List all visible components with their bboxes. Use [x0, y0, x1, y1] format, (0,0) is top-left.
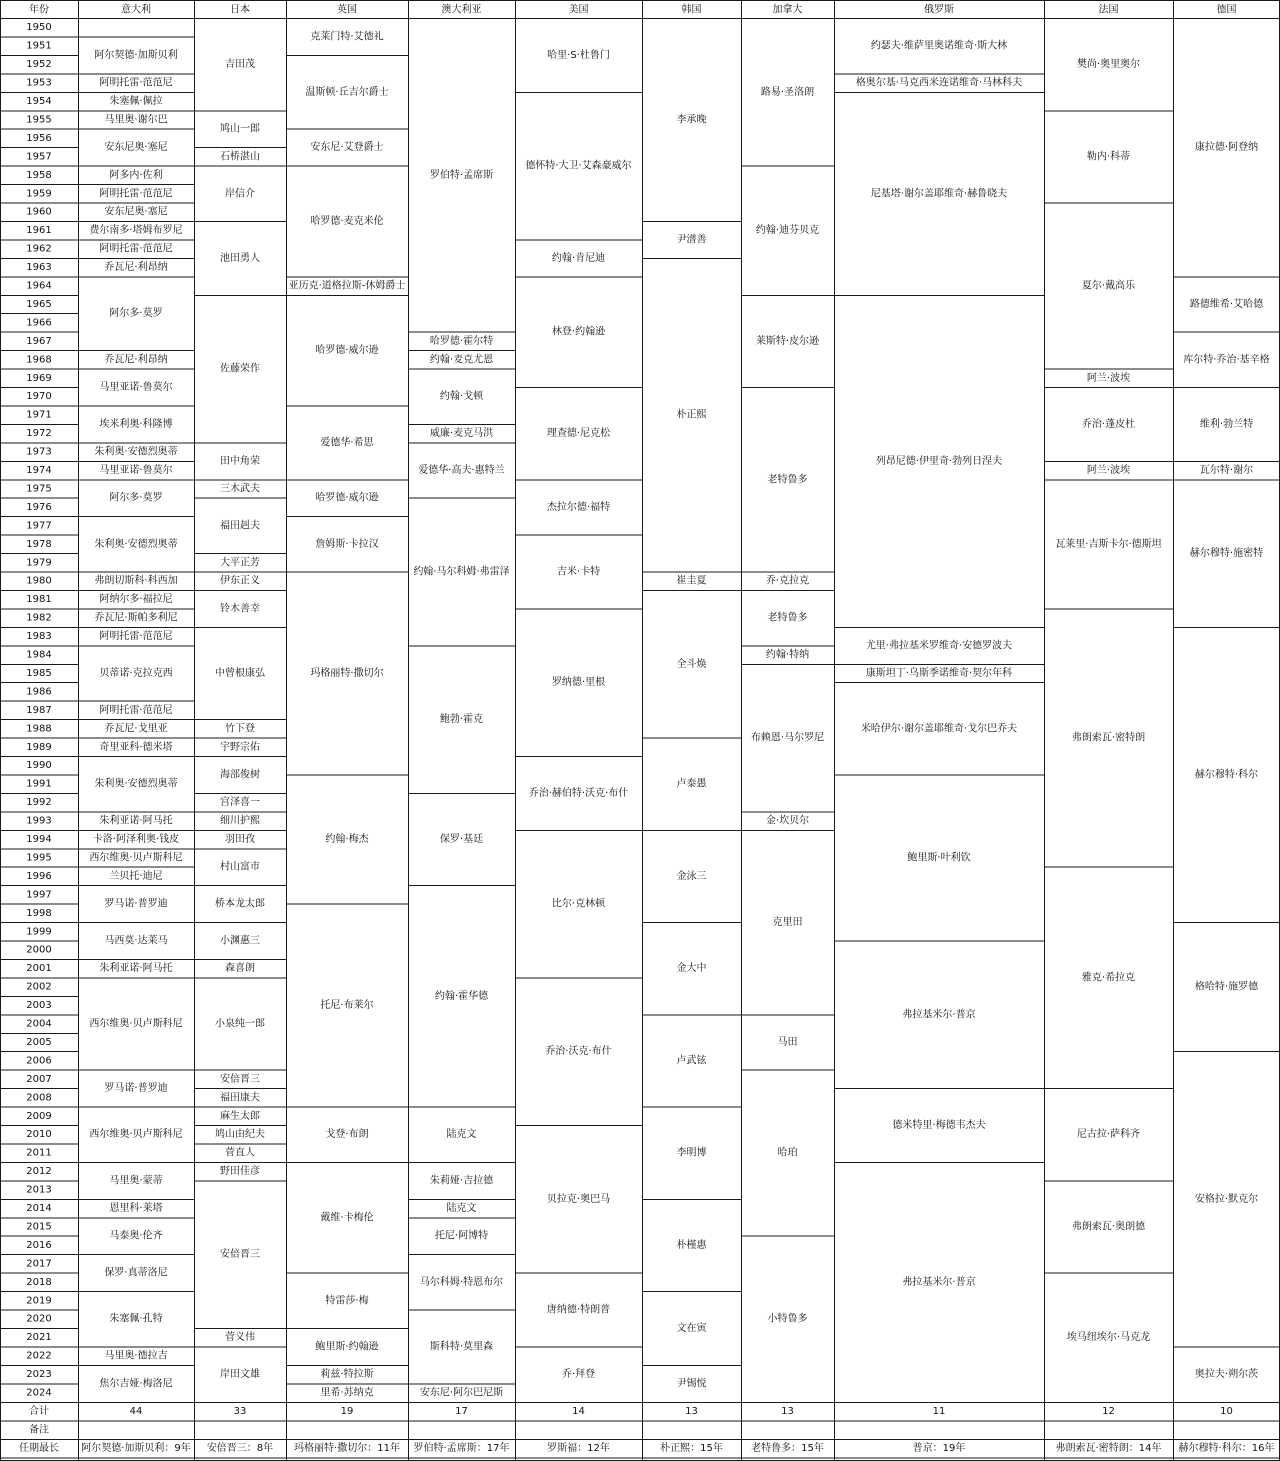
year-cell: 2000	[26, 944, 52, 956]
leader-term-cell: 弗朗索瓦·奥朗德	[1071, 1221, 1146, 1233]
leader-term-cell: 哈罗德·麦克米伦	[310, 215, 384, 227]
leader-term-cell: 阿尔多·莫罗	[109, 308, 163, 320]
leader-term-cell: 罗马诺·普罗迪	[104, 898, 168, 910]
year-cell: 1973	[26, 446, 52, 458]
leader-term-cell: 安东尼·阿尔巴尼斯	[419, 1387, 504, 1399]
year-cell: 1972	[26, 428, 52, 440]
year-cell: 2005	[26, 1036, 52, 1048]
leader-term-cell: 夏尔·戴高乐	[1081, 280, 1136, 292]
column-header: 俄罗斯	[924, 4, 954, 16]
year-cell: 2003	[26, 1000, 52, 1012]
leader-term-cell: 弗拉基米尔·普京	[902, 1276, 976, 1288]
leader-term-cell: 马田	[777, 1036, 798, 1048]
year-cell: 1964	[26, 280, 52, 292]
year-cell: 1950	[26, 22, 52, 34]
leader-term-cell: 麻生太郎	[220, 1110, 260, 1122]
year-cell: 1951	[26, 40, 52, 52]
leader-term-cell: 马里亚诺·鲁莫尔	[99, 465, 173, 477]
leader-term-cell: 哈珀	[777, 1147, 798, 1159]
leader-term-cell: 约翰·肯尼迪	[551, 252, 606, 264]
leader-term-cell: 安倍晋三	[220, 1073, 260, 1085]
longest-term-row-cell: 安倍晋三：8年	[206, 1443, 274, 1454]
leader-term-cell: 马西莫·达莱马	[104, 935, 168, 947]
longest-term-row-cell: 罗伯特·孟席斯：17年	[413, 1443, 510, 1454]
leader-term-cell: 细川护熙	[220, 815, 260, 827]
leader-term-cell: 格奥尔基·马克西米连诺维奇·马林科夫	[855, 77, 1023, 89]
year-cell: 1969	[26, 372, 52, 384]
year-cell: 1992	[26, 797, 52, 809]
leader-term-cell: 菅直人	[225, 1147, 255, 1159]
leader-term-cell: 卢武铉	[676, 1055, 707, 1067]
year-cell: 1963	[26, 262, 52, 274]
leader-term-cell: 安东尼奥·塞尼	[104, 142, 168, 154]
leader-term-cell: 赫尔穆特·施密特	[1189, 548, 1264, 560]
column-header: 澳大利亚	[441, 4, 482, 16]
totals-row-cell: 11	[932, 1406, 946, 1417]
leader-term-cell: 爱德华·高夫·惠特兰	[418, 465, 505, 477]
leader-term-cell: 约瑟夫·维萨里奥诺维奇·斯大林	[870, 40, 1008, 52]
leader-term-cell: 约翰·特纳	[765, 649, 810, 661]
leader-term-cell: 斯科特·莫里森	[429, 1341, 494, 1353]
leader-term-cell: 乔治·蓬皮杜	[1081, 418, 1136, 430]
totals-row-cell: 44	[129, 1406, 143, 1417]
leader-term-cell: 勒内·科蒂	[1086, 151, 1131, 163]
leader-term-cell: 路德维希·艾哈德	[1189, 298, 1264, 310]
year-cell: 1960	[26, 206, 52, 218]
leader-term-cell: 阿尔多·莫罗	[109, 492, 163, 504]
leader-term-cell: 安东尼奥·塞尼	[104, 206, 168, 218]
year-cell: 1995	[26, 852, 52, 864]
leader-term-cell: 维利·勃兰特	[1199, 418, 1254, 430]
leader-term-cell: 玛格丽特·撒切尔	[310, 667, 384, 679]
year-cell: 2015	[26, 1221, 52, 1233]
year-cell: 1961	[26, 225, 52, 237]
leader-term-cell: 康拉德·阿登纳	[1194, 142, 1259, 154]
leader-term-cell: 老特鲁多	[767, 612, 808, 624]
totals-row-cell: 12	[1102, 1406, 1115, 1417]
longest-term-row-cell: 弗朗索瓦·密特朗：14年	[1055, 1443, 1162, 1454]
leader-term-cell: 阿明托雷·范范尼	[99, 77, 173, 89]
leader-term-cell: 兰贝托·迪尼	[109, 870, 163, 882]
column-header: 德国	[1216, 4, 1237, 16]
leader-term-cell: 阿明托雷·范范尼	[99, 188, 173, 200]
year-cell: 1968	[26, 354, 52, 366]
year-cell: 2002	[26, 981, 52, 993]
totals-row-cell: 13	[685, 1406, 698, 1417]
leader-term-cell: 马里奥·德拉吉	[104, 1350, 168, 1362]
leader-term-cell: 岸信介	[225, 188, 255, 200]
leader-term-cell: 约翰·马尔科姆·弗雷泽	[413, 566, 510, 578]
year-cell: 1975	[26, 483, 52, 495]
leader-term-cell: 库尔特·乔治·基辛格	[1183, 354, 1270, 366]
leader-term-cell: 朱利奥·安德烈奥蒂	[94, 538, 178, 550]
leader-term-cell: 尼基塔·谢尔盖耶维奇·赫鲁晓夫	[870, 188, 1008, 200]
leader-term-cell: 朱利亚诺·阿马托	[99, 963, 173, 975]
column-header: 韩国	[681, 4, 702, 16]
year-cell: 1982	[26, 612, 52, 624]
year-cell: 2014	[26, 1203, 52, 1215]
leader-term-cell: 林登·约翰逊	[551, 326, 606, 338]
year-cell: 1985	[26, 667, 52, 679]
longest-term-row-cell: 玛格丽特·撒切尔：11年	[294, 1443, 400, 1454]
leader-term-cell: 格哈特·施罗德	[1194, 981, 1259, 993]
leader-term-cell: 詹姆斯·卡拉汉	[315, 538, 379, 550]
leader-term-cell: 莱斯特·皮尔逊	[755, 335, 820, 347]
year-cell: 1954	[26, 96, 52, 108]
leader-term-cell: 小泉纯一郎	[215, 1018, 265, 1030]
leader-term-cell: 比尔·克林顿	[551, 898, 606, 910]
leader-term-cell: 羽田孜	[225, 834, 255, 846]
leader-term-cell: 埃米利奥·科隆博	[99, 418, 173, 430]
column-header: 年份	[29, 4, 49, 16]
totals-row-cell: 19	[340, 1406, 354, 1417]
leader-term-cell: 铃木善幸	[220, 603, 260, 615]
year-cell: 1990	[26, 760, 52, 772]
leader-term-cell: 村山富市	[220, 861, 260, 873]
year-cell: 1965	[26, 298, 52, 310]
year-cell: 1962	[26, 243, 52, 255]
column-header: 美国	[568, 4, 589, 16]
leader-term-cell: 尼古拉·萨科齐	[1076, 1129, 1141, 1141]
leader-term-cell: 伊东正义	[220, 575, 260, 587]
year-cell: 1989	[26, 741, 52, 753]
leader-term-cell: 全斗焕	[676, 658, 707, 670]
leader-term-cell: 朴正熙	[676, 409, 707, 421]
year-cell: 1976	[26, 501, 52, 513]
leader-term-cell: 西尔维奥·贝卢斯科尼	[89, 852, 183, 864]
year-cell: 2010	[26, 1129, 52, 1141]
leader-term-cell: 贝蒂诺·克拉克西	[99, 667, 173, 679]
year-cell: 2022	[26, 1350, 52, 1362]
leader-term-cell: 埃马纽埃尔·马克龙	[1066, 1332, 1151, 1344]
year-cell: 2011	[26, 1147, 52, 1159]
leader-term-cell: 森喜朗	[225, 963, 255, 975]
leader-term-cell: 康斯坦丁·乌斯季诺维奇·契尔年科	[865, 667, 1013, 679]
leader-term-cell: 克里田	[772, 917, 803, 929]
leader-term-cell: 菅义伟	[225, 1332, 255, 1344]
year-cell: 1998	[26, 907, 52, 919]
longest-term-row-cell: 普京：19年	[912, 1443, 966, 1454]
leader-term-cell: 托尼·布莱尔	[320, 1000, 374, 1012]
leader-term-cell: 瓦尔特·谢尔	[1199, 465, 1254, 477]
leader-term-cell: 温斯顿·丘吉尔爵士	[305, 86, 389, 98]
leader-term-cell: 马里奥·谢尔巴	[104, 114, 168, 126]
leader-term-cell: 乔瓦尼·利昂纳	[104, 354, 168, 366]
leader-term-cell: 马里亚诺·鲁莫尔	[99, 382, 173, 393]
year-cell: 1984	[26, 649, 52, 661]
leader-term-cell: 竹下登	[225, 723, 255, 735]
leader-term-cell: 池田勇人	[220, 252, 260, 264]
leader-term-cell: 小渊惠三	[220, 935, 260, 947]
longest-term-row-label: 任期最长	[19, 1443, 59, 1454]
leader-term-cell: 阿纳尔多·福拉尼	[99, 594, 173, 606]
leader-term-cell: 赫尔穆特·科尔	[1194, 769, 1259, 781]
leader-term-cell: 阿明托雷·范范尼	[99, 704, 173, 716]
column-header: 加拿大	[772, 4, 803, 16]
year-cell: 1978	[26, 538, 52, 550]
leader-term-cell: 费尔南多·塔姆布罗尼	[89, 225, 183, 237]
leader-term-cell: 陆克文	[446, 1129, 477, 1141]
year-cell: 1966	[26, 317, 52, 329]
year-cell: 1953	[26, 77, 52, 89]
leader-term-cell: 杰拉尔德·福特	[546, 501, 611, 513]
leader-term-cell: 奇里亚科·德米塔	[99, 741, 173, 753]
year-cell: 2013	[26, 1184, 52, 1196]
leader-term-cell: 里希·苏纳克	[320, 1387, 374, 1399]
leader-term-cell: 米哈伊尔·谢尔盖耶维奇·戈尔巴乔夫	[860, 723, 1018, 735]
leader-term-cell: 罗马诺·普罗迪	[104, 1083, 168, 1095]
leader-term-cell: 乔·克拉克	[765, 575, 810, 587]
column-header: 意大利	[121, 4, 151, 16]
leader-term-cell: 理查德·尼克松	[546, 428, 611, 440]
leader-term-cell: 石桥湛山	[220, 151, 260, 163]
leader-term-cell: 约翰·迪芬贝克	[755, 225, 820, 237]
leader-term-cell: 哈罗德·威尔逊	[315, 492, 379, 504]
leader-term-cell: 田中角荣	[220, 455, 260, 467]
year-cell: 1983	[26, 631, 52, 643]
leader-term-cell: 德怀特·大卫·艾森豪威尔	[525, 160, 632, 172]
leader-term-cell: 李承晚	[676, 114, 707, 126]
leader-term-cell: 吉田茂	[225, 59, 255, 71]
leader-term-cell: 约翰·戈顿	[439, 391, 484, 403]
leader-term-cell: 戴维·卡梅伦	[320, 1212, 374, 1224]
leader-term-cell: 乔瓦尼·斯帕多利尼	[94, 612, 178, 624]
year-cell: 1970	[26, 391, 52, 403]
leader-term-cell: 朱塞佩·佩拉	[109, 96, 163, 108]
leader-term-cell: 乔治·赫伯特·沃克·布什	[528, 787, 629, 799]
leader-term-cell: 安东尼·艾登爵士	[310, 142, 384, 154]
leader-term-cell: 大平正芳	[220, 557, 260, 569]
leader-term-cell: 阿尔契德·加斯贝利	[94, 49, 178, 61]
leader-term-cell: 鸠山一郎	[220, 123, 260, 135]
leader-term-cell: 李明博	[676, 1147, 707, 1159]
year-cell: 1981	[26, 594, 52, 606]
year-cell: 2012	[26, 1166, 52, 1178]
leader-term-cell: 卡洛·阿泽利奥·钱皮	[92, 834, 180, 846]
leader-term-cell: 金泳三	[676, 870, 707, 882]
leader-term-cell: 哈里·S·杜鲁门	[547, 49, 610, 61]
leader-term-cell: 野田佳彦	[220, 1166, 260, 1178]
leader-term-cell: 鸠山由纪夫	[215, 1129, 265, 1141]
column-header: 英国	[337, 4, 357, 16]
leader-term-cell: 路易·圣洛朗	[760, 86, 815, 98]
leader-term-cell: 阿明托雷·范范尼	[99, 243, 173, 255]
leader-term-cell: 朱利亚诺·阿马托	[99, 815, 173, 827]
column-header: 法国	[1098, 4, 1119, 16]
longest-term-row-cell: 罗斯福：12年	[547, 1443, 610, 1454]
year-cell: 1999	[26, 926, 52, 938]
leader-term-cell: 贝拉克·奥巴马	[546, 1193, 611, 1205]
leader-term-cell: 保罗·真蒂洛尼	[104, 1267, 168, 1279]
leader-term-cell: 瓦莱里·吉斯卡尔·德斯坦	[1055, 538, 1162, 550]
leader-term-cell: 弗拉基米尔·普京	[902, 1009, 976, 1021]
year-cell: 2019	[26, 1295, 52, 1307]
year-cell: 1991	[26, 778, 52, 790]
year-cell: 1997	[26, 889, 52, 901]
leader-term-cell: 尹锡悦	[676, 1378, 707, 1390]
year-cell: 1957	[26, 151, 52, 163]
year-cell: 1986	[26, 686, 52, 698]
leader-term-cell: 桥本龙太郎	[215, 898, 265, 910]
year-cell: 2001	[26, 963, 52, 975]
leader-term-cell: 陆克文	[446, 1203, 477, 1215]
leader-term-cell: 马尔科姆·特恩布尔	[419, 1276, 504, 1288]
leader-term-cell: 布赖恩·马尔罗尼	[750, 732, 825, 744]
leader-term-cell: 文在寅	[676, 1322, 707, 1334]
leader-term-cell: 中曾根康弘	[215, 667, 265, 679]
longest-term-row-cell: 老特鲁多：15年	[751, 1443, 824, 1454]
year-cell: 2018	[26, 1276, 52, 1288]
year-cell: 2009	[26, 1110, 52, 1122]
year-cell: 2004	[26, 1018, 52, 1030]
totals-row-label: 合计	[29, 1406, 49, 1417]
year-cell: 1955	[26, 114, 52, 126]
year-cell: 1988	[26, 723, 52, 735]
totals-row-cell: 33	[233, 1406, 247, 1417]
totals-row-cell: 10	[1220, 1406, 1233, 1417]
leader-term-cell: 三木武夫	[220, 483, 260, 495]
leader-term-cell: 金大中	[676, 963, 707, 975]
year-cell: 1958	[26, 169, 52, 181]
leader-term-cell: 托尼·阿博特	[434, 1230, 489, 1242]
leader-term-cell: 樊尚·奥里奥尔	[1076, 59, 1141, 71]
year-cell: 1977	[26, 520, 52, 532]
leader-term-cell: 崔圭夏	[676, 575, 707, 587]
year-cell: 2021	[26, 1332, 52, 1344]
year-cell: 1971	[26, 409, 52, 421]
leader-term-cell: 爱德华·希思	[320, 437, 374, 449]
year-cell: 2016	[26, 1239, 52, 1251]
leader-term-cell: 约翰·霍华德	[434, 990, 489, 1002]
year-cell: 1980	[26, 575, 52, 587]
leader-term-cell: 列昂尼德·伊里奇·勃列日涅夫	[875, 455, 1003, 467]
leader-term-cell: 奥拉夫·朔尔茨	[1194, 1369, 1259, 1381]
leader-term-cell: 岸田文雄	[220, 1369, 260, 1381]
leader-term-cell: 弗朗索瓦·密特朗	[1071, 732, 1146, 744]
leader-term-cell: 阿兰·波埃	[1086, 372, 1131, 384]
year-cell: 2020	[26, 1313, 52, 1325]
leader-term-cell: 阿多内·佐利	[109, 169, 163, 181]
leader-term-cell: 鲍里斯·约翰逊	[315, 1341, 379, 1353]
leader-term-cell: 尤里·弗拉基米罗维奇·安德罗波夫	[865, 640, 1013, 652]
leader-term-cell: 朱利奥·安德烈奥蒂	[94, 778, 178, 790]
leader-term-cell: 乔瓦尼·戈里亚	[104, 723, 168, 735]
leader-term-cell: 朴槿惠	[676, 1239, 707, 1251]
year-cell: 1994	[26, 834, 52, 846]
year-cell: 2024	[26, 1387, 52, 1399]
leader-term-cell: 乔治·沃克·布什	[545, 1046, 612, 1058]
leader-term-cell: 鲍里斯·叶利钦	[907, 852, 971, 864]
leader-term-cell: 保罗·基廷	[439, 834, 484, 846]
year-cell: 1987	[26, 704, 52, 716]
leader-term-cell: 莉兹·特拉斯	[320, 1369, 374, 1381]
leader-term-cell: 阿兰·波埃	[1086, 465, 1131, 477]
leader-term-cell: 哈罗德·霍尔特	[429, 335, 494, 347]
totals-row-cell: 14	[572, 1406, 585, 1417]
leader-term-cell: 克莱门特·艾德礼	[310, 31, 384, 43]
leader-term-cell: 宇野宗佑	[220, 741, 260, 753]
leader-term-cell: 罗伯特·孟席斯	[429, 169, 494, 181]
remarks-row-label: 备注	[29, 1424, 49, 1436]
column-header: 日本	[230, 4, 250, 16]
leader-term-cell: 西尔维奥·贝卢斯科尼	[89, 1018, 183, 1030]
leader-term-cell: 朱莉娅·吉拉德	[429, 1175, 494, 1187]
year-cell: 2007	[26, 1073, 52, 1085]
year-cell: 1967	[26, 335, 52, 347]
leader-term-cell: 恩里科·莱塔	[109, 1203, 163, 1215]
longest-term-row-cell: 阿尔契德·加斯贝利：9年	[81, 1443, 191, 1454]
leader-term-cell: 亚历克·道格拉斯-休姆爵士	[288, 280, 406, 292]
leader-term-cell: 罗纳德·里根	[551, 677, 606, 689]
year-cell: 1993	[26, 815, 52, 827]
leader-term-cell: 佐藤荣作	[220, 363, 260, 375]
longest-term-row-cell: 赫尔穆特·科尔：16年	[1178, 1443, 1275, 1454]
year-cell: 2008	[26, 1092, 52, 1104]
leader-term-cell: 约翰·麦克尤恩	[429, 354, 494, 366]
year-cell: 1952	[26, 59, 52, 71]
leader-term-cell: 约翰·梅杰	[325, 834, 369, 846]
year-cell: 1956	[26, 132, 52, 144]
leader-term-cell: 德米特里·梅德韦杰夫	[892, 1120, 986, 1131]
leader-term-cell: 安倍晋三	[220, 1249, 260, 1261]
leader-term-cell: 乔·拜登	[561, 1369, 596, 1381]
leader-term-cell: 阿明托雷·范范尼	[99, 631, 173, 643]
year-cell: 1974	[26, 465, 52, 477]
leader-term-cell: 鲍勃·霍克	[439, 714, 484, 726]
leader-term-cell: 福田康夫	[220, 1092, 260, 1104]
leader-term-cell: 马泰奥·伦齐	[109, 1230, 163, 1242]
year-cell: 1959	[26, 188, 52, 200]
leader-term-cell: 马里奥·蒙蒂	[109, 1175, 163, 1187]
leader-term-cell: 老特鲁多	[767, 474, 808, 486]
leader-term-cell: 弗朗切斯科·科西加	[94, 575, 178, 587]
leader-term-cell: 福田赳夫	[220, 520, 260, 532]
leader-term-cell: 金·坎贝尔	[765, 815, 810, 827]
leader-term-cell: 西尔维奥·贝卢斯科尼	[89, 1129, 183, 1141]
year-cell: 2023	[26, 1369, 52, 1381]
leader-term-cell: 威廉·麦克马洪	[429, 428, 494, 440]
leader-term-cell: 宫泽喜一	[220, 797, 260, 809]
leader-term-cell: 雅克·希拉克	[1081, 972, 1136, 984]
year-cell: 1979	[26, 557, 52, 569]
totals-row-cell: 17	[455, 1406, 468, 1417]
leader-term-cell: 小特鲁多	[767, 1313, 808, 1325]
leader-term-cell: 戈登·布朗	[325, 1129, 369, 1141]
leader-term-cell: 安格拉·默克尔	[1194, 1193, 1259, 1205]
leader-term-cell: 唐纳德·特朗普	[546, 1304, 611, 1316]
leader-term-cell: 海部俊树	[220, 769, 260, 781]
leader-term-cell: 哈罗德·威尔逊	[315, 345, 379, 357]
leader-term-cell: 焦尔吉娅·梅洛尼	[99, 1378, 173, 1390]
totals-row-cell: 13	[781, 1406, 794, 1417]
leader-term-cell: 特雷莎·梅	[325, 1295, 369, 1307]
leader-term-cell: 吉米·卡特	[556, 566, 601, 578]
leader-term-cell: 乔瓦尼·利昂纳	[104, 262, 168, 274]
leader-term-cell: 尹潽善	[676, 234, 707, 246]
longest-term-row-cell: 朴正熙：15年	[660, 1443, 723, 1454]
year-cell: 2006	[26, 1055, 52, 1067]
leader-term-cell: 朱塞佩·孔特	[109, 1313, 163, 1325]
leader-term-cell: 卢泰愚	[676, 778, 707, 790]
year-cell: 2017	[26, 1258, 52, 1270]
year-cell: 1996	[26, 870, 52, 882]
leader-term-cell: 朱利奥·安德烈奥蒂	[94, 446, 178, 458]
